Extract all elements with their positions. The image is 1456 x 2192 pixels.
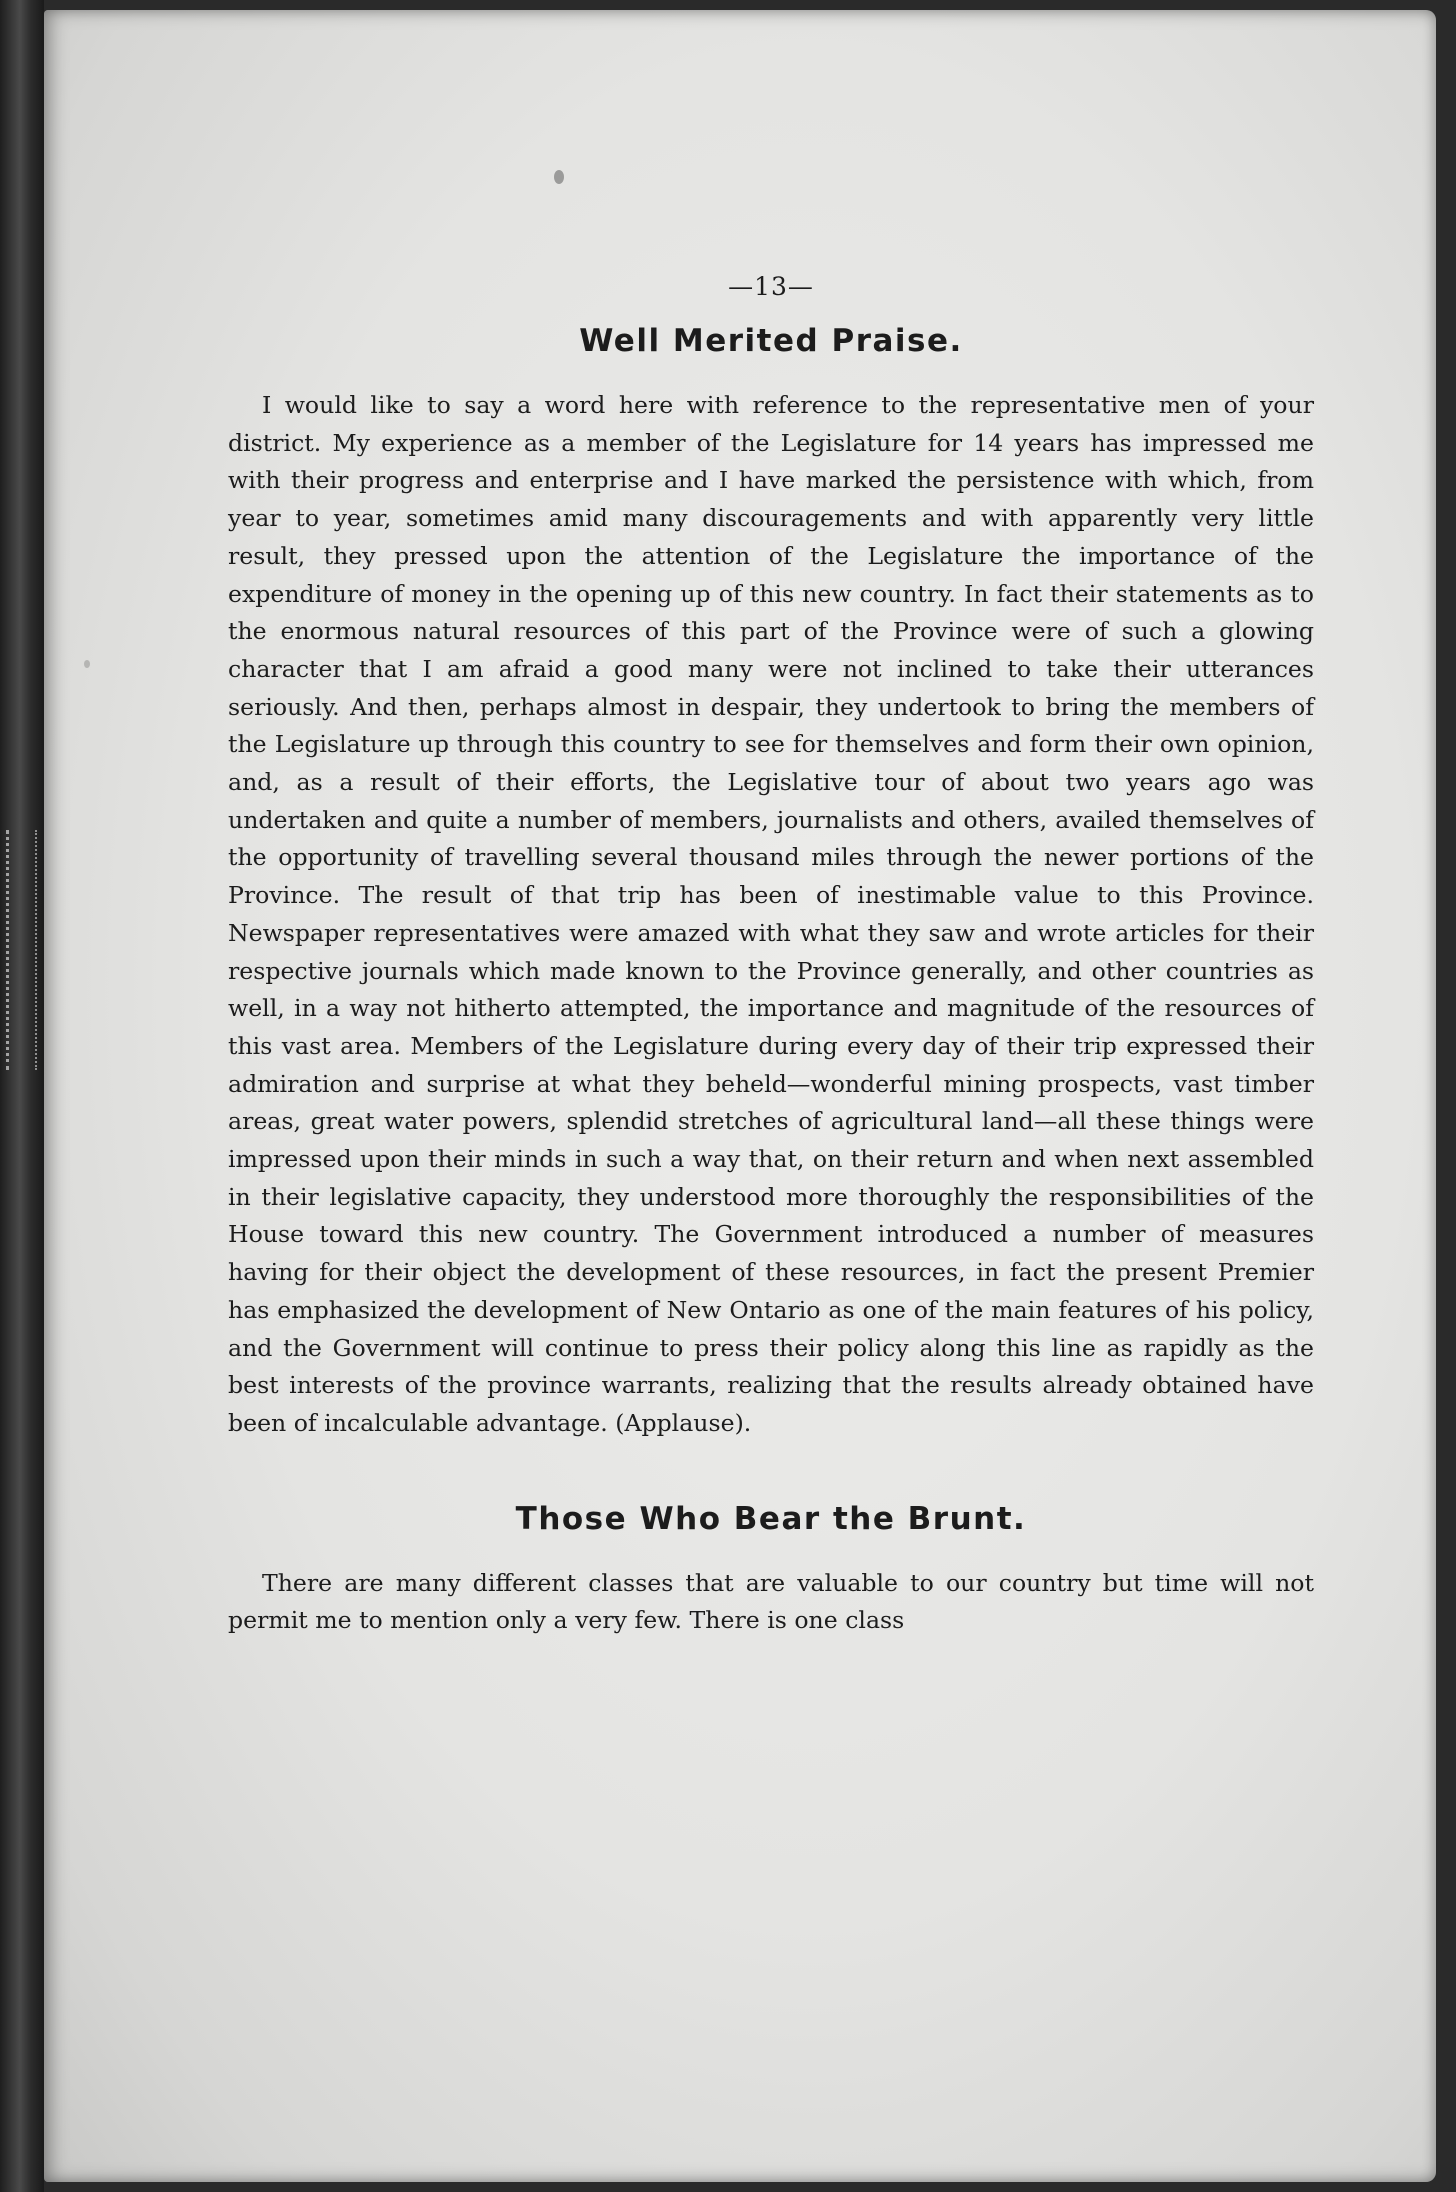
book-page bbox=[44, 10, 1436, 2182]
section-heading: Those Who Bear the Brunt. bbox=[515, 1500, 1027, 1537]
page-number: —13— bbox=[728, 272, 814, 301]
section-heading: Well Merited Praise. bbox=[579, 323, 963, 359]
binding-stitch bbox=[6, 830, 37, 1070]
page-content bbox=[228, 272, 1314, 1640]
body-paragraph: I would like to say a word here with reference to the representative men of your district. My experience as a member of the Legislature for 14 years has impressed me with their progress and enterprise and I have marked the persistence with which, from year to year, sometimes amid many discouragements and with apparently very little result, they pressed upon the attention of the Legislature the importance of the expenditure of money in the opening up of this new country. In fact their statements as to the enormous natural resources of this part of the Province were of such a glowing character that I am afraid a good many were not inclined to take their utterances seriously. And then, perhaps almost in despair, they undertook to bring the members of the Legislature up through this country to see for themselves and form their own opinion, and, as a result of their efforts, the Legislative tour of about two years ago was undertaken and quite a number of members, journalists and others, availed themselves of the opportunity of travelling several thousand miles through the newer portions of the Province. The result of that trip has been of inestimable value to this Province. Newspaper representatives were amazed with what they saw and wrote articles for their respective journals which made known to the Province generally, and other countries as well, in a way not hitherto attempted, the importance and magnitude of the resources of this vast area. Members of the Legislature during every day of their trip expressed their admiration and surprise at what they beheld—wonderful mining prospects, vast timber areas, great water powers, splendid stretches of agricultural land—all these things were impressed upon their minds in such a way that, on their return and when next assembled in their legislative capacity, they understood more thoroughly the responsibilities of the House toward this new country. The Government introduced a number of measures having for their object the development of these resources, in fact the present Premier has emphasized the development of New Ontario as one of the main features of his policy, and the Government will continue to press their policy along this line as rapidly as the best interests of the province warrants, realizing that the results already obtained have been of incalculable advantage. (Applause). bbox=[228, 391, 1314, 1437]
body-paragraph: There are many different classes that are valuable to our country but time will not permit me to mention only a very few. There is one class bbox=[228, 1568, 1314, 1635]
ink-speck bbox=[554, 170, 564, 184]
book-spine bbox=[0, 0, 44, 2192]
ink-speck bbox=[84, 660, 90, 668]
